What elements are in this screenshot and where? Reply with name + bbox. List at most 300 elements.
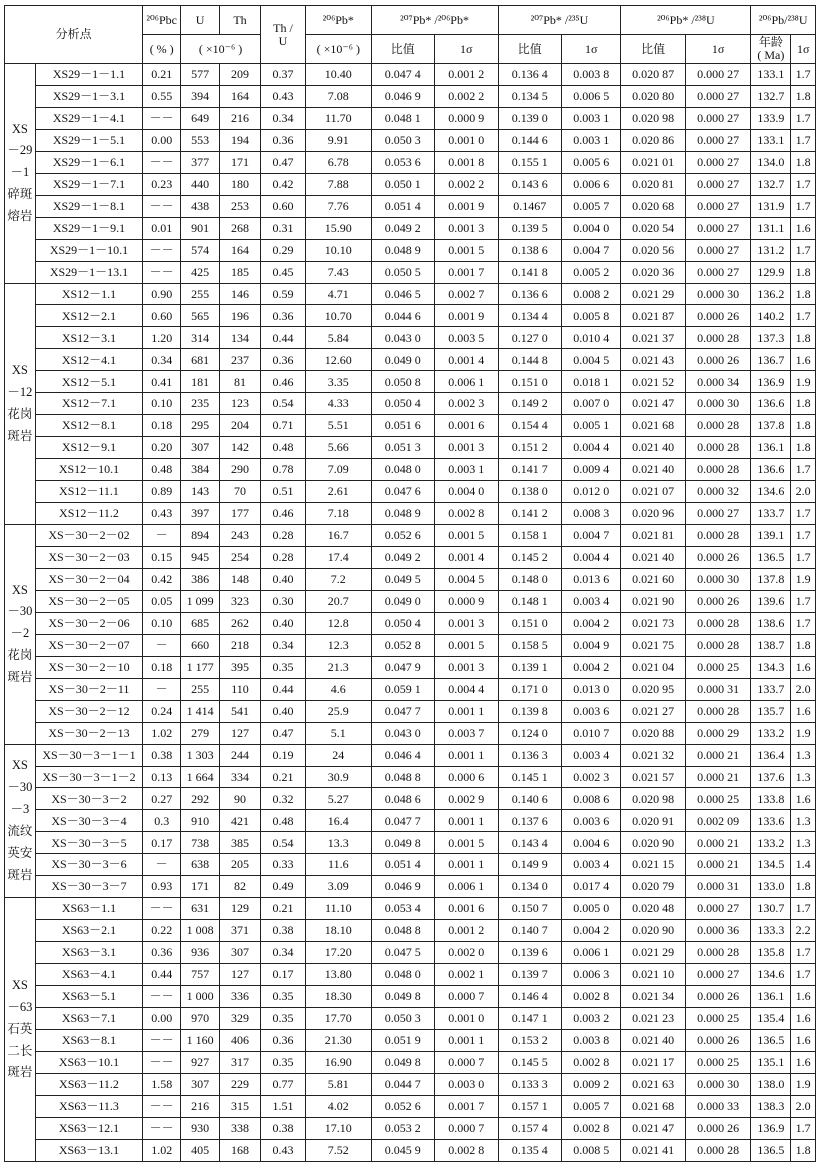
cell-spot-id: XS－30－3－4: [35, 810, 143, 832]
cell-u: 1 664: [181, 766, 220, 788]
cell-pbc: －－: [143, 1095, 181, 1117]
cell-sigma-207-235: 0.005 6: [562, 151, 621, 173]
header-u: U: [181, 6, 220, 35]
cell-sigma-207-235: 0.004 0: [562, 217, 621, 239]
cell-spot-id: XS63－3.1: [35, 942, 143, 964]
table-row: [5, 1051, 816, 1073]
cell-pbc: －－: [143, 898, 181, 920]
cell-th: 406: [220, 1029, 261, 1051]
cell-pb206: 7.43: [306, 261, 372, 283]
cell-u: 181: [181, 371, 220, 393]
cell-pb206: 7.76: [306, 195, 372, 217]
cell-age-sigma: 1.7: [791, 1117, 816, 1139]
cell-th: 164: [220, 85, 261, 107]
cell-sigma-206-238: 0.000 26: [685, 1029, 751, 1051]
cell-pbc: 0.22: [143, 920, 181, 942]
cell-u: 255: [181, 283, 220, 305]
cell-spot-id: XS29－1－4.1: [35, 107, 143, 129]
cell-ratio-207-206: 0.049 8: [371, 986, 434, 1008]
cell-th: 209: [220, 64, 261, 86]
table-row: [5, 810, 816, 832]
cell-th-u: 0.31: [260, 217, 305, 239]
cell-th: 216: [220, 107, 261, 129]
cell-pbc: 0.10: [143, 393, 181, 415]
label-ratio: 比值: [621, 35, 686, 64]
cell-spot-id: XS12－2.1: [35, 305, 143, 327]
cell-sigma-206-238: 0.000 27: [685, 261, 751, 283]
cell-pb206: 3.09: [306, 876, 372, 898]
cell-sigma-207-235: 0.008 6: [562, 788, 621, 810]
cell-ratio-207-235: 0.139 0: [498, 107, 561, 129]
cell-sigma-207-235: 0.002 8: [562, 1117, 621, 1139]
cell-age-sigma: 1.7: [791, 239, 816, 261]
cell-th-u: 0.40: [260, 700, 305, 722]
cell-ratio-207-206: 0.049 0: [371, 349, 434, 371]
cell-spot-id: XS12－8.1: [35, 415, 143, 437]
table-row: [5, 459, 816, 481]
cell-sigma-206-238: 0.000 27: [685, 503, 751, 525]
cell-ratio-207-235: 0.127 0: [498, 327, 561, 349]
header-age: ²⁰⁶Pb/²³⁸U: [751, 6, 816, 35]
cell-sigma-207-235: 0.004 2: [562, 920, 621, 942]
cell-age-sigma: 1.7: [791, 942, 816, 964]
cell-sigma-207-235: 0.004 4: [562, 546, 621, 568]
cell-sigma-207-206: 0.001 1: [435, 810, 498, 832]
cell-spot-id: XS63－11.2: [35, 1073, 143, 1095]
cell-spot-id: XS－30－2－13: [35, 722, 143, 744]
cell-pb206: 11.70: [306, 107, 372, 129]
cell-age-sigma: 1.7: [791, 129, 816, 151]
cell-th: 90: [220, 788, 261, 810]
cell-sigma-206-238: 0.000 32: [685, 481, 751, 503]
cell-ratio-207-206: 0.046 9: [371, 85, 434, 107]
cell-ratio-206-238: 0.020 48: [621, 898, 686, 920]
cell-spot-id: XS63－10.1: [35, 1051, 143, 1073]
cell-th-u: 0.34: [260, 634, 305, 656]
cell-pb206: 12.3: [306, 634, 372, 656]
cell-age: 134.6: [751, 481, 791, 503]
cell-sigma-206-238: 0.000 25: [685, 1007, 751, 1029]
cell-u: 970: [181, 1007, 220, 1029]
cell-th: 421: [220, 810, 261, 832]
cell-sigma-207-235: 0.003 2: [562, 1007, 621, 1029]
cell-ratio-207-235: 0.148 1: [498, 590, 561, 612]
cell-sigma-207-235: 0.008 3: [562, 503, 621, 525]
table-row: [5, 1073, 816, 1095]
cell-ratio-206-238: 0.020 68: [621, 195, 686, 217]
cell-ratio-206-238: 0.020 87: [621, 64, 686, 86]
cell-th: 218: [220, 634, 261, 656]
cell-pb206: 9.91: [306, 129, 372, 151]
table-row: [5, 1095, 816, 1117]
cell-ratio-207-235: 0.151 0: [498, 371, 561, 393]
cell-pbc: 0.17: [143, 832, 181, 854]
cell-pb206: 2.61: [306, 481, 372, 503]
cell-ratio-206-238: 0.021 90: [621, 590, 686, 612]
cell-age-sigma: 1.8: [791, 1139, 816, 1161]
cell-pbc: 0.36: [143, 942, 181, 964]
cell-ratio-207-235: 0.143 4: [498, 832, 561, 854]
cell-ratio-206-238: 0.021 34: [621, 986, 686, 1008]
cell-sigma-207-206: 0.001 5: [435, 634, 498, 656]
cell-th-u: 0.28: [260, 525, 305, 547]
cell-age: 137.6: [751, 766, 791, 788]
cell-u: 757: [181, 964, 220, 986]
cell-u: 738: [181, 832, 220, 854]
cell-pb206: 12.8: [306, 612, 372, 634]
cell-ratio-206-238: 0.021 73: [621, 612, 686, 634]
cell-ratio-207-235: 0.155 1: [498, 151, 561, 173]
cell-sigma-207-235: 0.013 0: [562, 678, 621, 700]
cell-ratio-206-238: 0.020 88: [621, 722, 686, 744]
cell-sigma-207-235: 0.008 2: [562, 283, 621, 305]
cell-th-u: 0.34: [260, 107, 305, 129]
cell-sigma-206-238: 0.000 27: [685, 217, 751, 239]
cell-pbc: 1.58: [143, 1073, 181, 1095]
cell-sigma-207-235: 0.003 1: [562, 107, 621, 129]
cell-ratio-206-238: 0.021 01: [621, 151, 686, 173]
cell-th: 253: [220, 195, 261, 217]
cell-th-u: 1.51: [260, 1095, 305, 1117]
cell-pb206: 10.10: [306, 239, 372, 261]
cell-u: 1 099: [181, 590, 220, 612]
table-row: [5, 349, 816, 371]
label-age: [751, 35, 791, 64]
cell-pbc: 0.48: [143, 459, 181, 481]
cell-pbc: 0.13: [143, 766, 181, 788]
cell-sigma-206-238: 0.000 21: [685, 744, 751, 766]
cell-spot-id: XS－30－2－10: [35, 656, 143, 678]
cell-age: 133.1: [751, 129, 791, 151]
cell-pbc: 0.27: [143, 788, 181, 810]
cell-ratio-207-235: 0.146 4: [498, 986, 561, 1008]
cell-th-u: 0.49: [260, 876, 305, 898]
cell-pb206: 7.2: [306, 568, 372, 590]
cell-ratio-207-206: 0.048 9: [371, 239, 434, 261]
cell-ratio-207-235: 0.158 1: [498, 525, 561, 547]
cell-th: 127: [220, 964, 261, 986]
cell-sigma-207-206: 0.002 1: [435, 964, 498, 986]
cell-sigma-207-235: 0.009 2: [562, 1073, 621, 1095]
table-row: [5, 766, 816, 788]
cell-ratio-207-206: 0.047 5: [371, 942, 434, 964]
cell-sigma-207-206: 0.000 6: [435, 766, 498, 788]
cell-sigma-207-235: 0.012 0: [562, 481, 621, 503]
cell-age: 138.7: [751, 634, 791, 656]
cell-pb206: 7.52: [306, 1139, 372, 1161]
cell-sigma-207-206: 0.001 3: [435, 656, 498, 678]
cell-sigma-207-235: 0.002 8: [562, 986, 621, 1008]
cell-ratio-207-206: 0.043 0: [371, 327, 434, 349]
cell-ratio-207-206: 0.044 7: [371, 1073, 434, 1095]
cell-pbc: 0.55: [143, 85, 181, 107]
cell-age-sigma: 1.3: [791, 810, 816, 832]
cell-ratio-207-206: 0.050 1: [371, 173, 434, 195]
cell-pbc: 1.02: [143, 1139, 181, 1161]
cell-age: 131.1: [751, 217, 791, 239]
cell-th-u: 0.17: [260, 964, 305, 986]
cell-u: 577: [181, 64, 220, 86]
cell-sigma-207-206: 0.002 8: [435, 1139, 498, 1161]
cell-sigma-207-235: 0.003 6: [562, 700, 621, 722]
cell-ratio-207-235: 0.137 6: [498, 810, 561, 832]
table-row: [5, 173, 816, 195]
cell-ratio-207-235: 0.144 8: [498, 349, 561, 371]
cell-pbc: 0.93: [143, 876, 181, 898]
cell-ratio-207-235: 0.133 3: [498, 1073, 561, 1095]
cell-ratio-206-238: 0.021 47: [621, 1117, 686, 1139]
cell-pb206: 7.88: [306, 173, 372, 195]
cell-pbc: －－: [143, 261, 181, 283]
cell-pbc: 1.02: [143, 722, 181, 744]
cell-sigma-207-206: 0.003 7: [435, 722, 498, 744]
cell-u: 649: [181, 107, 220, 129]
cell-pb206: 20.7: [306, 590, 372, 612]
cell-ratio-207-235: 0.134 5: [498, 85, 561, 107]
cell-th: 323: [220, 590, 261, 612]
cell-ratio-207-235: 0.153 2: [498, 1029, 561, 1051]
cell-th-u: 0.48: [260, 810, 305, 832]
cell-ratio-207-206: 0.050 3: [371, 1007, 434, 1029]
cell-pb206: 18.10: [306, 920, 372, 942]
table-row: [5, 986, 816, 1008]
cell-age: 133.9: [751, 107, 791, 129]
cell-pb206: 7.09: [306, 459, 372, 481]
cell-ratio-207-206: 0.053 2: [371, 1117, 434, 1139]
cell-ratio-206-238: 0.021 40: [621, 459, 686, 481]
cell-th-u: 0.21: [260, 898, 305, 920]
cell-ratio-207-206: 0.048 1: [371, 107, 434, 129]
cell-age-sigma: 2.2: [791, 920, 816, 942]
cell-sigma-207-235: 0.003 8: [562, 1029, 621, 1051]
cell-age-sigma: 1.9: [791, 371, 816, 393]
cell-sigma-206-238: 0.000 26: [685, 986, 751, 1008]
cell-pb206: 12.60: [306, 349, 372, 371]
cell-ratio-207-235: 0.140 7: [498, 920, 561, 942]
cell-sigma-207-206: 0.006 1: [435, 371, 498, 393]
cell-sigma-207-206: 0.004 5: [435, 568, 498, 590]
cell-age-sigma: 1.3: [791, 832, 816, 854]
label-ratio: 比值: [498, 35, 561, 64]
cell-age-sigma: 1.7: [791, 64, 816, 86]
table-body: [5, 64, 816, 1162]
cell-age: 136.2: [751, 283, 791, 305]
cell-sigma-206-238: 0.000 28: [685, 612, 751, 634]
cell-pbc: －: [143, 634, 181, 656]
cell-pbc: －－: [143, 151, 181, 173]
cell-ratio-206-238: 0.021 23: [621, 1007, 686, 1029]
table-row: [5, 788, 816, 810]
cell-sigma-207-235: 0.005 2: [562, 261, 621, 283]
cell-u: 314: [181, 327, 220, 349]
table-row: [5, 283, 816, 305]
cell-spot-id: XS－30－2－03: [35, 546, 143, 568]
cell-age: 133.7: [751, 503, 791, 525]
cell-sigma-207-206: 0.004 4: [435, 678, 498, 700]
header-ratio-207-206: ²⁰⁷Pb* /²⁰⁶Pb*: [371, 6, 498, 35]
table-row: [5, 85, 816, 107]
cell-th: 148: [220, 568, 261, 590]
label-age-unit: ( Ma): [757, 48, 785, 62]
cell-th: 290: [220, 459, 261, 481]
cell-ratio-207-206: 0.050 3: [371, 129, 434, 151]
cell-th: 237: [220, 349, 261, 371]
cell-th-u: 0.33: [260, 854, 305, 876]
cell-sigma-207-206: 0.001 9: [435, 195, 498, 217]
cell-sigma-207-206: 0.000 7: [435, 986, 498, 1008]
cell-age-sigma: 1.7: [791, 964, 816, 986]
cell-age: 129.9: [751, 261, 791, 283]
cell-sigma-207-235: 0.005 0: [562, 898, 621, 920]
cell-ratio-206-238: 0.021 10: [621, 964, 686, 986]
cell-sigma-206-238: 0.000 27: [685, 898, 751, 920]
cell-sigma-207-235: 0.010 7: [562, 722, 621, 744]
cell-th-u: 0.44: [260, 678, 305, 700]
cell-th-u: 0.35: [260, 1051, 305, 1073]
cell-th: 129: [220, 898, 261, 920]
cell-sigma-206-238: 0.000 26: [685, 546, 751, 568]
table-row: [5, 371, 816, 393]
cell-sigma-206-238: 0.000 26: [685, 349, 751, 371]
cell-spot-id: XS63－4.1: [35, 964, 143, 986]
cell-age-sigma: 1.3: [791, 744, 816, 766]
cell-sigma-207-235: 0.003 6: [562, 810, 621, 832]
cell-ratio-206-238: 0.020 98: [621, 107, 686, 129]
cell-pb206: 4.02: [306, 1095, 372, 1117]
cell-pb206: 16.4: [306, 810, 372, 832]
cell-sigma-207-235: 0.008 5: [562, 1139, 621, 1161]
cell-ratio-207-206: 0.053 6: [371, 151, 434, 173]
cell-sigma-207-206: 0.001 0: [435, 1007, 498, 1029]
cell-age-sigma: 1.8: [791, 151, 816, 173]
cell-age-sigma: 1.7: [791, 612, 816, 634]
cell-u: 936: [181, 942, 220, 964]
cell-age: 134.0: [751, 151, 791, 173]
cell-th: 541: [220, 700, 261, 722]
cell-pb206: 5.66: [306, 437, 372, 459]
table-row: [5, 151, 816, 173]
cell-ratio-207-235: 0.143 6: [498, 173, 561, 195]
cell-ratio-207-235: 0.157 4: [498, 1117, 561, 1139]
cell-sigma-206-238: 0.000 28: [685, 525, 751, 547]
cell-pb206: 11.6: [306, 854, 372, 876]
cell-spot-id: XS－30－2－05: [35, 590, 143, 612]
unit-pbc: ( % ): [143, 35, 181, 64]
table-row: [5, 525, 816, 547]
cell-pb206: 25.9: [306, 700, 372, 722]
cell-ratio-206-238: 0.020 56: [621, 239, 686, 261]
cell-sigma-207-235: 0.010 4: [562, 327, 621, 349]
label-sigma: 1σ: [791, 35, 816, 64]
cell-th-u: 0.40: [260, 612, 305, 634]
cell-ratio-207-206: 0.049 8: [371, 832, 434, 854]
cell-pb206: 5.27: [306, 788, 372, 810]
cell-age-sigma: 1.6: [791, 986, 816, 1008]
cell-sigma-207-235: 0.003 8: [562, 64, 621, 86]
cell-th-u: 0.36: [260, 129, 305, 151]
cell-sigma-207-235: 0.017 4: [562, 876, 621, 898]
cell-spot-id: XS12－7.1: [35, 393, 143, 415]
cell-sigma-207-235: 0.006 6: [562, 173, 621, 195]
cell-sigma-207-235: 0.013 6: [562, 568, 621, 590]
cell-ratio-207-206: 0.050 5: [371, 261, 434, 283]
label-ratio: 比值: [371, 35, 434, 64]
cell-age: 136.5: [751, 1139, 791, 1161]
cell-th-u: 0.54: [260, 393, 305, 415]
cell-pbc: －－: [143, 239, 181, 261]
cell-th-u: 0.30: [260, 590, 305, 612]
cell-ratio-206-238: 0.021 40: [621, 437, 686, 459]
cell-sigma-206-238: 0.000 30: [685, 568, 751, 590]
cell-sigma-207-235: 0.005 7: [562, 1095, 621, 1117]
cell-ratio-207-235: 0.149 2: [498, 393, 561, 415]
table-row: [5, 568, 816, 590]
table-row: [5, 590, 816, 612]
cell-th-u: 0.46: [260, 503, 305, 525]
cell-ratio-207-235: 0.151 0: [498, 612, 561, 634]
cell-age: 136.9: [751, 1117, 791, 1139]
cell-age: 132.7: [751, 173, 791, 195]
cell-pbc: 0.60: [143, 305, 181, 327]
table-row: [5, 481, 816, 503]
cell-spot-id: XS－30－2－07: [35, 634, 143, 656]
cell-th: 317: [220, 1051, 261, 1073]
cell-sigma-207-235: 0.004 7: [562, 525, 621, 547]
cell-th: 70: [220, 481, 261, 503]
cell-sigma-207-206: 0.002 0: [435, 942, 498, 964]
cell-age: 140.2: [751, 305, 791, 327]
cell-ratio-207-206: 0.059 1: [371, 678, 434, 700]
cell-pb206: 5.1: [306, 722, 372, 744]
cell-th: 177: [220, 503, 261, 525]
cell-ratio-207-235: 0.139 6: [498, 942, 561, 964]
cell-pb206: 10.70: [306, 305, 372, 327]
cell-ratio-206-238: 0.021 87: [621, 305, 686, 327]
cell-sigma-206-238: 0.000 29: [685, 722, 751, 744]
cell-sigma-206-238: 0.000 28: [685, 437, 751, 459]
cell-age-sigma: 1.9: [791, 568, 816, 590]
cell-age-sigma: 1.7: [791, 173, 816, 195]
cell-ratio-207-235: 0.148 0: [498, 568, 561, 590]
cell-u: 307: [181, 1073, 220, 1095]
cell-age: 133.3: [751, 920, 791, 942]
cell-sigma-207-206: 0.001 5: [435, 525, 498, 547]
cell-th: 229: [220, 1073, 261, 1095]
cell-ratio-207-235: 0.1467: [498, 195, 561, 217]
cell-u: 894: [181, 525, 220, 547]
cell-pbc: 0.01: [143, 217, 181, 239]
cell-sigma-206-238: 0.000 28: [685, 415, 751, 437]
cell-ratio-207-206: 0.047 4: [371, 64, 434, 86]
cell-ratio-207-235: 0.141 8: [498, 261, 561, 283]
cell-pb206: 5.81: [306, 1073, 372, 1095]
cell-ratio-206-238: 0.021 17: [621, 1051, 686, 1073]
cell-th-u: 0.38: [260, 920, 305, 942]
table-row: [5, 64, 816, 86]
cell-th: 338: [220, 1117, 261, 1139]
cell-sigma-207-235: 0.004 6: [562, 832, 621, 854]
cell-sigma-206-238: 0.000 27: [685, 173, 751, 195]
cell-spot-id: XS12－11.1: [35, 481, 143, 503]
cell-ratio-207-235: 0.144 6: [498, 129, 561, 151]
cell-spot-id: XS－30－3－6: [35, 854, 143, 876]
cell-ratio-206-238: 0.020 54: [621, 217, 686, 239]
cell-pbc: 0.00: [143, 1007, 181, 1029]
cell-sigma-207-235: 0.004 9: [562, 634, 621, 656]
cell-ratio-206-238: 0.020 98: [621, 788, 686, 810]
cell-th-u: 0.47: [260, 151, 305, 173]
cell-sigma-207-206: 0.001 1: [435, 700, 498, 722]
